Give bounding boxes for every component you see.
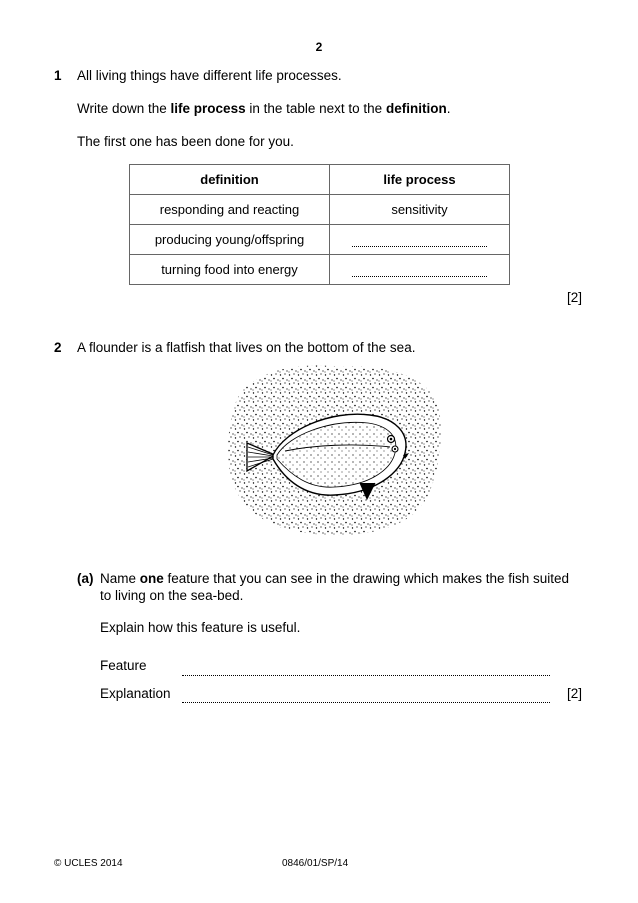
table-row <box>130 195 510 225</box>
part-a-marks: [2] <box>567 686 583 701</box>
question-2-intro: A flounder is a flatfish that lives on the bottom of the sea. <box>77 340 416 355</box>
header-definition: definition <box>130 165 330 195</box>
footer-copyright: © UCLES 2014 <box>54 858 123 869</box>
explanation-answer-line[interactable] <box>182 702 550 703</box>
life-process-answer-cell[interactable] <box>330 255 510 285</box>
question-1-example-note: The first one has been done for you. <box>77 134 294 149</box>
part-a-label: (a) <box>77 571 94 586</box>
answer-dotted-line[interactable] <box>352 234 487 247</box>
life-process-answer-cell[interactable] <box>330 225 510 255</box>
table-header-row <box>130 165 510 195</box>
definition-cell: producing young/offspring <box>130 225 330 255</box>
definition-cell: turning food into energy <box>130 255 330 285</box>
header-life-process: life process <box>330 165 510 195</box>
footer-paper-code: 0846/01/SP/14 <box>282 858 349 869</box>
page-number: 2 <box>315 40 323 54</box>
part-a-question-line2: to living on the sea-bed. <box>100 588 244 603</box>
life-process-cell: sensitivity <box>330 195 510 225</box>
question-1-number: 1 <box>54 68 62 83</box>
question-2-number: 2 <box>54 340 62 355</box>
question-1-marks: [2] <box>567 290 583 305</box>
answer-dotted-line[interactable] <box>352 264 487 277</box>
feature-answer-line[interactable] <box>182 675 550 676</box>
table-row <box>130 255 510 285</box>
question-1-intro: All living things have different life processes. <box>77 68 342 83</box>
flounder-on-seabed-drawing-icon <box>225 355 445 540</box>
part-a-question: Name one feature that you can see in the drawing which makes the fish suited <box>100 571 570 586</box>
feature-label: Feature <box>100 658 147 673</box>
part-a-explain: Explain how this feature is useful. <box>100 620 301 635</box>
definition-cell: responding and reacting <box>130 195 330 225</box>
question-1-instruction: Write down the life process in the table next to the definition. <box>77 101 451 116</box>
explanation-label: Explanation <box>100 686 171 701</box>
life-process-table <box>129 164 510 285</box>
table-row <box>130 225 510 255</box>
